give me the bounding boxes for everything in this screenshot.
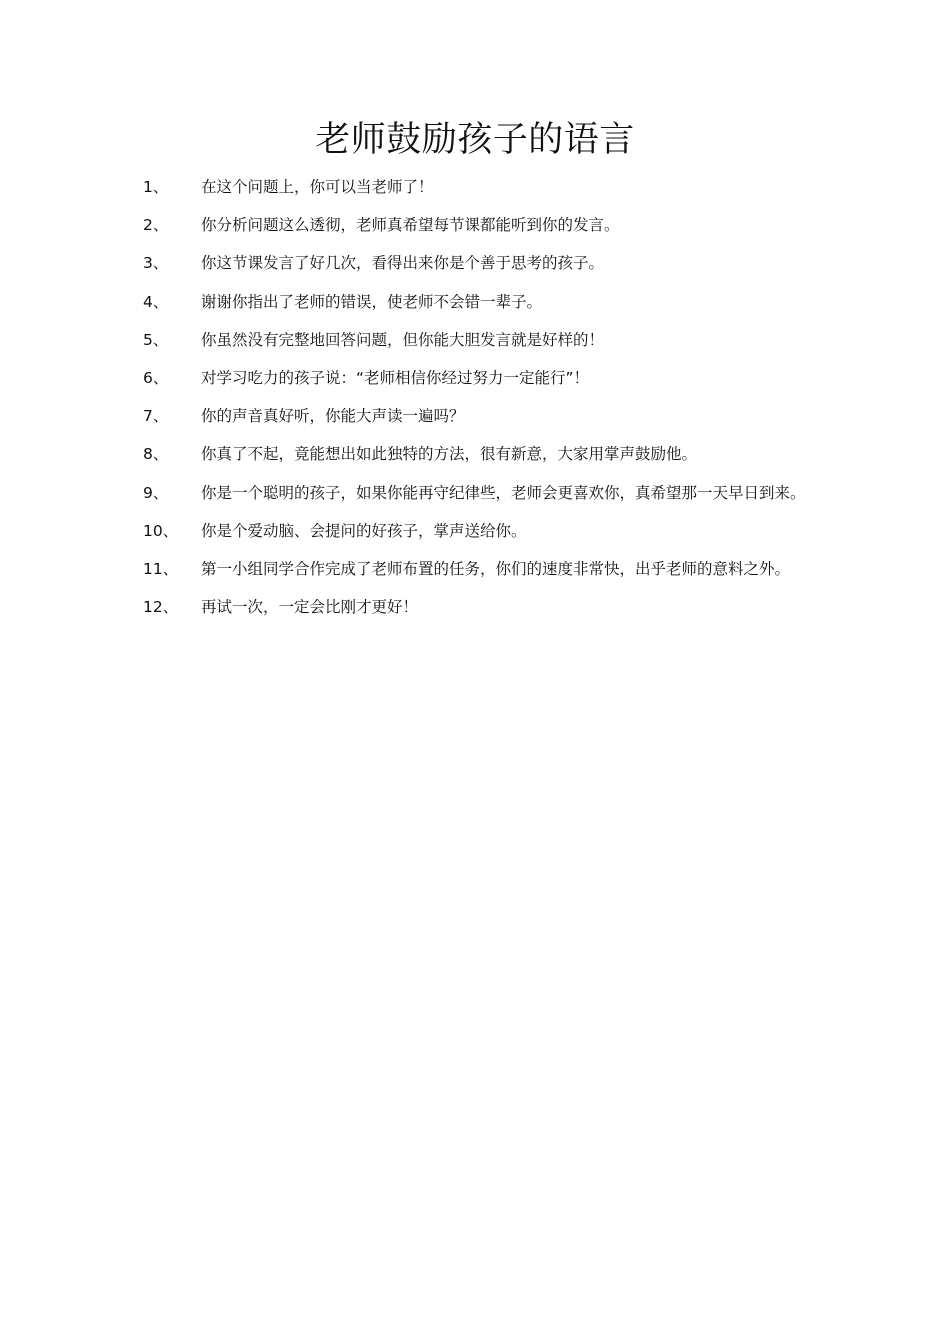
list-item [143, 558, 813, 580]
list-item [143, 596, 813, 618]
item-number: 4、 [143, 292, 169, 311]
item-number: 6、 [143, 368, 169, 387]
encouragement-list [143, 176, 813, 634]
list-item [143, 329, 813, 351]
item-number: 5、 [143, 330, 169, 349]
item-text: 对学习吃力的孩子说：“老师相信你经过努力一定能行”！ [201, 368, 590, 387]
list-item [143, 367, 813, 389]
item-text: 在这个问题上，你可以当老师了！ [201, 178, 434, 196]
list-item [143, 482, 813, 504]
item-text: 再试一次，一定会比刚才更好！ [201, 598, 419, 617]
item-text: 你这节课发言了好几次，看得出来你是个善于思考的孩子。 [201, 254, 605, 273]
item-number: 3、 [143, 254, 169, 273]
list-item [143, 252, 813, 274]
item-number: 9、 [143, 483, 169, 502]
item-text: 你的声音真好听，你能大声读一遍吗？ [201, 407, 465, 426]
list-item [143, 405, 813, 427]
item-text: 你虽然没有完整地回答问题，但你能大胆发言就是好样的！ [201, 330, 605, 349]
list-item [143, 214, 813, 236]
item-text: 第一小组同学合作完成了老师布置的任务，你们的速度非常快，出乎老师的意料之外。 [201, 559, 791, 578]
document-title: 老师鼓励孩子的语言 [315, 120, 635, 160]
item-number: 8、 [143, 445, 169, 464]
list-item [143, 520, 813, 542]
list-item [143, 443, 813, 465]
item-text: 你是一个聪明的孩子，如果你能再守纪律些，老师会更喜欢你，真希望那一天早日到来。 [201, 483, 806, 502]
item-number: 11、 [143, 559, 179, 578]
list-item [143, 291, 813, 313]
item-number: 2、 [143, 216, 169, 235]
item-text: 你分析问题这么透彻，老师真希望每节课都能听到你的发言。 [201, 216, 620, 235]
list-item [143, 176, 813, 198]
item-text: 你真了不起，竟能想出如此独特的方法，很有新意，大家用掌声鼓励他。 [201, 445, 698, 464]
item-number: 12、 [143, 598, 179, 617]
item-number: 7、 [143, 407, 169, 426]
item-number: 10、 [143, 521, 179, 540]
item-text: 谢谢你指出了老师的错误，使老师不会错一辈子。 [201, 292, 543, 311]
item-text: 你是个爱动脑、会提问的好孩子，掌声送给你。 [201, 521, 527, 540]
item-number: 1、 [143, 178, 169, 196]
